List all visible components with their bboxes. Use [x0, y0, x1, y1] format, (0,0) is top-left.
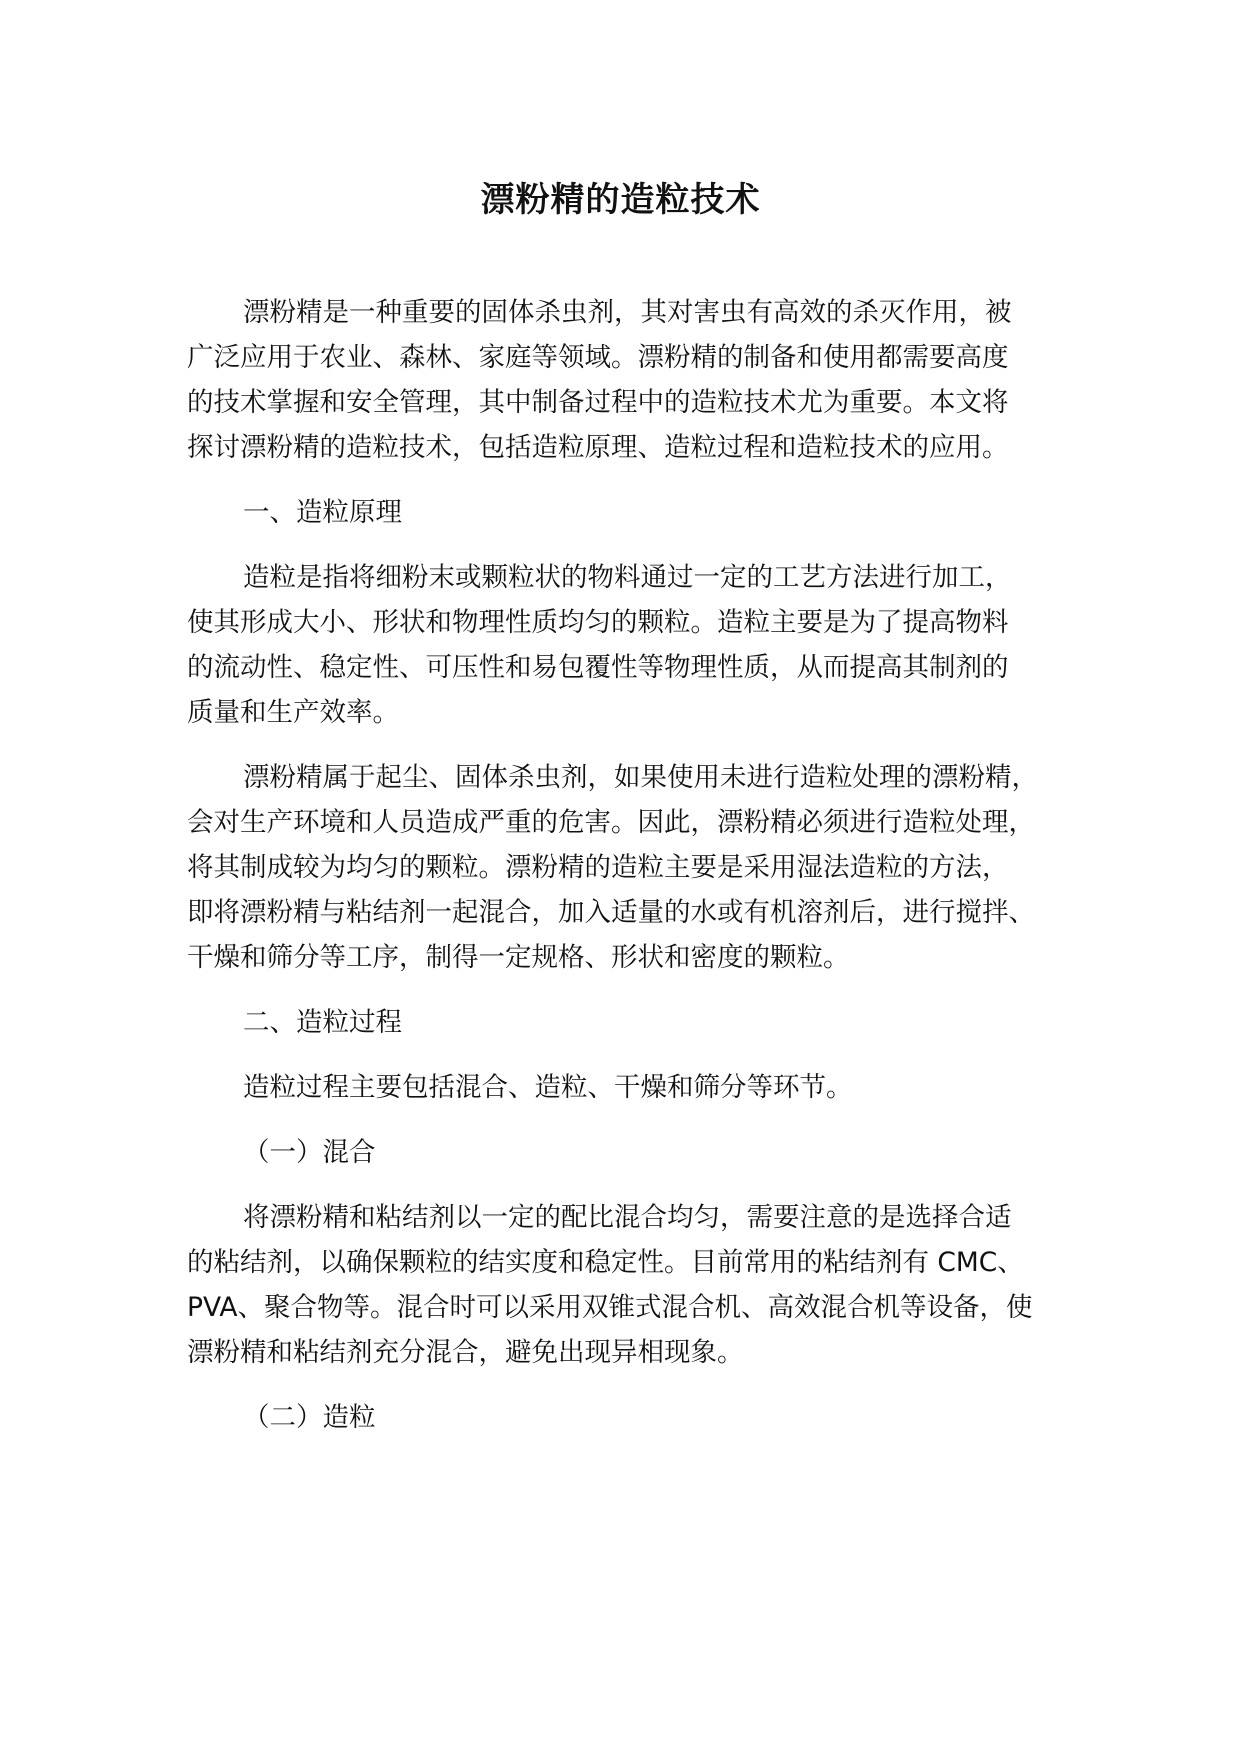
- paragraph-line: 探讨漂粉精的造粒技术，包括造粒原理、造粒过程和造粒技术的应用。: [187, 432, 1009, 463]
- paragraph-line: 使其形成大小、形状和物理性质均匀的颗粒。造粒主要是为了提高物料: [187, 607, 1009, 638]
- paragraph-line: 广泛应用于农业、森林、家庭等领域。漂粉精的制备和使用都需要高度: [187, 342, 1009, 373]
- paragraph-line: 的流动性、稳定性、可压性和易包覆性等物理性质，从而提高其制剂的: [187, 652, 1009, 683]
- paragraph-line: 造粒过程主要包括混合、造粒、干燥和筛分等环节。: [243, 1072, 853, 1103]
- paragraph-line: 质量和生产效率。: [187, 697, 399, 728]
- paragraph-line: PVA、聚合物等。混合时可以采用双锥式混合机、高效混合机等设备，使: [187, 1292, 1033, 1323]
- paragraph-line: 漂粉精是一种重要的固体杀虫剂，其对害虫有高效的杀灭作用，被: [243, 297, 1012, 328]
- section-heading: 二、造粒过程: [243, 1007, 402, 1038]
- paragraph-line: 的粘结剂，以确保颗粒的结实度和稳定性。目前常用的粘结剂有 CMC、: [187, 1247, 1024, 1278]
- intro-paragraph: [187, 290, 1067, 470]
- paragraph-line: 将漂粉精和粘结剂以一定的配比混合均匀，需要注意的是选择合适: [243, 1202, 1012, 1233]
- section-heading-principle: [187, 490, 1067, 535]
- page-title: 漂粉精的造粒技术: [480, 180, 761, 220]
- principle-paragraph-2: [187, 755, 1067, 980]
- section-heading: 一、造粒原理: [243, 497, 402, 528]
- principle-paragraph-1: [187, 555, 1067, 735]
- subsection-heading: （二）造粒: [243, 1402, 376, 1433]
- paragraph-line: 漂粉精和粘结剂充分混合，避免出现异相现象。: [187, 1337, 744, 1368]
- paragraph-line: 造粒是指将细粉末或颗粒状的物料通过一定的工艺方法进行加工，: [243, 562, 1012, 593]
- paragraph-line: 的技术掌握和安全管理，其中制备过程中的造粒技术尤为重要。本文将: [187, 387, 1009, 418]
- paragraph-line: 将其制成较为均匀的颗粒。漂粉精的造粒主要是采用湿法造粒的方法，: [187, 852, 1009, 883]
- paragraph-line: 即将漂粉精与粘结剂一起混合，加入适量的水或有机溶剂后，进行搅拌、: [187, 897, 1035, 928]
- paragraph-line: 干燥和筛分等工序，制得一定规格、形状和密度的颗粒。: [187, 942, 850, 973]
- paragraph-line: 会对生产环境和人员造成严重的危害。因此，漂粉精必须进行造粒处理，: [187, 807, 1035, 838]
- subheading-granulation: [187, 1395, 1067, 1440]
- subheading-mixing: [187, 1130, 1067, 1175]
- mixing-paragraph: [187, 1195, 1067, 1375]
- section-heading-process: [187, 1000, 1067, 1045]
- document-body: [187, 290, 1067, 1440]
- paragraph-line: 漂粉精属于起尘、固体杀虫剂，如果使用未进行造粒处理的漂粉精，: [243, 762, 1038, 793]
- subsection-heading: （一）混合: [243, 1137, 376, 1168]
- process-summary: [187, 1065, 1067, 1110]
